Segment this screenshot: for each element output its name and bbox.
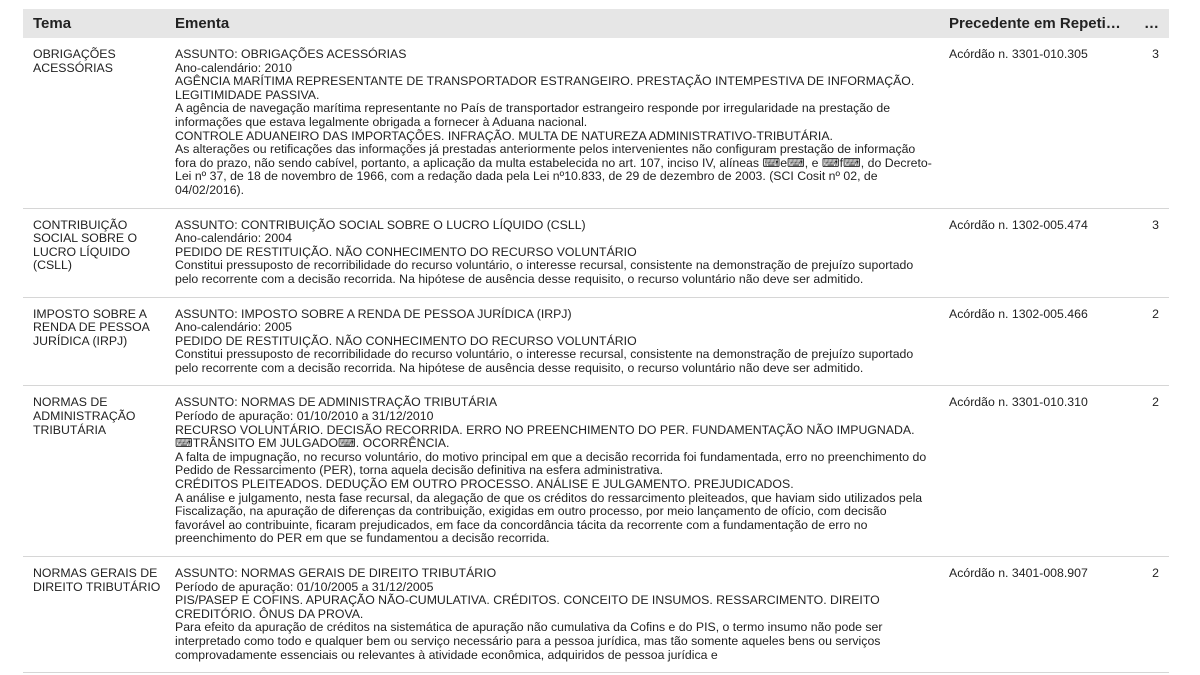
count-cell: 2 bbox=[1152, 306, 1159, 321]
tema-cell: OBRIGAÇÕES ACESSÓRIAS bbox=[33, 47, 116, 75]
ementa-line: PEDIDO DE RESTITUIÇÃO. NÃO CONHECIMENTO DO RECURSO VOLUNTÁRIO bbox=[175, 244, 637, 259]
precedente-cell: Acórdão n. 3301-010.305 bbox=[949, 47, 1088, 61]
precedente-cell: Acórdão n. 1302-005.474 bbox=[949, 217, 1088, 232]
ementa-line: ASSUNTO: IMPOSTO SOBRE A RENDA DE PESSOA JURÍDICA (IRPJ) bbox=[175, 306, 572, 321]
count-cell: 2 bbox=[1152, 395, 1159, 410]
column-header-tema[interactable]: Tema bbox=[33, 15, 72, 32]
ementa-line: A falta de impugnação, no recurso voluntário, do motivo principal em que a decisão recorrida foi fundamentada, erro no preenchimento do Pedido de Ressarcimento (PER), torna aquela decisão definitiva na esfera administrativa. bbox=[175, 449, 927, 478]
ementa-line: ASSUNTO: CONTRIBUIÇÃO SOCIAL SOBRE O LUCRO LÍQUIDO (CSLL) bbox=[175, 217, 586, 232]
table-header bbox=[23, 9, 1169, 38]
ementa-line: Ano-calendário: 2010 bbox=[175, 60, 292, 75]
ementa-cell bbox=[165, 209, 941, 297]
results-table bbox=[23, 9, 1169, 673]
ementa-line: Para efeito da apuração de créditos na sistemática de apuração não cumulativa da Cofins e do PIS, o termo insumo não pode ser interpretado como todo e qualquer bem ou serviço necessário para a pessoa jurídica, mas tão somente aqueles bens ou serviços comprovadamente essenciais ou relevantes à atividade econômica, adquiridos de pessoa jurídica e bbox=[175, 620, 883, 662]
tema-cell: CONTRIBUIÇÃO SOCIAL SOBRE O LUCRO LÍQUIDO (CSLL) bbox=[33, 217, 138, 273]
ementa-line: Constitui pressuposto de recorribilidade do recurso voluntário, o interesse recursal, consistente na demonstração de prejuízo suportado pelo recorrente com a decisão recorrida. Na hipótese de ausência desse requisito, o recurso voluntário não deve ser admitido. bbox=[175, 258, 914, 286]
tema-cell: IMPOSTO SOBRE A RENDA DE PESSOA JURÍDICA (IRPJ) bbox=[33, 306, 150, 348]
ementa-line: RECURSO VOLUNTÁRIO. DECISÃO RECORRIDA. ERRO NO PREENCHIMENTO DO PER. FUNDAMENTAÇÃO NÃO IMPUGNADA. ⌨TRÂNSITO EM JULGADO⌨. OCORRÊNCIA. bbox=[175, 422, 915, 451]
column-header-precedente[interactable]: Precedente em Repeti… bbox=[949, 15, 1121, 32]
ementa-line: AGÊNCIA MARÍTIMA REPRESENTANTE DE TRANSPORTADOR ESTRANGEIRO. PRESTAÇÃO INTEMPESTIVA DE INFORMAÇÃO. LEGITIMIDADE PASSIVA. bbox=[175, 74, 915, 102]
ementa-line: CRÉDITOS PLEITEADOS. DEDUÇÃO EM OUTRO PROCESSO. ANÁLISE E JULGAMENTO. PREJUDICADOS. bbox=[175, 477, 794, 492]
column-header-extra[interactable]: … bbox=[1144, 15, 1159, 32]
ementa-line: ASSUNTO: NORMAS DE ADMINISTRAÇÃO TRIBUTÁRIA bbox=[175, 395, 498, 410]
ementa-line: ASSUNTO: OBRIGAÇÕES ACESSÓRIAS bbox=[175, 47, 407, 61]
ementa-line: Constitui pressuposto de recorribilidade do recurso voluntário, o interesse recursal, consistente na demonstração de prejuízo suportado pelo recorrente com a decisão recorrida. Na hipótese de ausência desse requisito, o recurso voluntário não deve ser admitido. bbox=[175, 347, 914, 375]
ementa-line: Ano-calendário: 2004 bbox=[175, 231, 292, 246]
ementa-line: PEDIDO DE RESTITUIÇÃO. NÃO CONHECIMENTO DO RECURSO VOLUNTÁRIO bbox=[175, 333, 637, 348]
ementa-line: CONTROLE ADUANEIRO DAS IMPORTAÇÕES. INFRAÇÃO. MULTA DE NATUREZA ADMINISTRATIVO-TRIBUTÁRIA. bbox=[175, 128, 833, 143]
ementa-line: A análise e julgamento, nesta fase recursal, da alegação de que os créditos do ressarcimento pleiteados, que haviam sido utilizados pela Fiscalização, na apuração de diferenças da contribuição, exigidas em outro processo, por meio lançamento de ofício, com decisão favorável ao contribuinte, ficaram prejudicados, em face da concordância tácita da recorrente com a fundamentação de erro no preenchimento do PER em que se fundamentou a decisão recorrida. bbox=[175, 490, 923, 546]
table-row[interactable] bbox=[23, 557, 1169, 673]
ementa-cell bbox=[165, 298, 941, 386]
tema-cell: NORMAS GERAIS DE DIREITO TRIBUTÁRIO bbox=[33, 566, 161, 594]
precedente-cell: Acórdão n. 3401-008.907 bbox=[949, 566, 1088, 580]
table-row[interactable] bbox=[23, 209, 1169, 298]
table-row[interactable] bbox=[23, 386, 1169, 557]
ementa-line: Período de apuração: 01/10/2005 a 31/12/2005 bbox=[175, 579, 434, 594]
ementa-line: PIS/PASEP E COFINS. APURAÇÃO NÃO-CUMULATIVA. CRÉDITOS. CONCEITO DE INSUMOS. RESSARCIMENTO. DIREITO CREDITÓRIO. ÔNUS DA PROVA. bbox=[175, 593, 880, 621]
ementa-line: Período de apuração: 01/10/2010 a 31/12/2010 bbox=[175, 409, 434, 424]
ementa-cell bbox=[165, 557, 941, 672]
ementa-line: Ano-calendário: 2005 bbox=[175, 320, 292, 335]
ementa-line: As alterações ou retificações das informações já prestadas anteriormente pelos intervenientes não configuram prestação de informação fora do prazo, não sendo cabível, portanto, a aplicação da multa estabelecida no art. 107, inciso IV, alíneas ⌨e⌨, e ⌨f⌨, do Decreto-Lei nº 37, de 18 de novembro de 1966, com a redação dada pela Lei nº10.833, de 29 de dezembro de 2003. (SCI Cosit nº 02, de 04/02/2016). bbox=[175, 142, 932, 197]
column-header-ementa[interactable]: Ementa bbox=[175, 15, 230, 32]
ementa-cell bbox=[165, 38, 941, 208]
count-cell: 2 bbox=[1152, 566, 1159, 580]
ementa-cell bbox=[165, 386, 941, 556]
table-row[interactable] bbox=[23, 298, 1169, 387]
precedente-cell: Acórdão n. 3301-010.310 bbox=[949, 395, 1088, 410]
ementa-line: ASSUNTO: NORMAS GERAIS DE DIREITO TRIBUTÁRIO bbox=[175, 566, 497, 580]
precedente-cell: Acórdão n. 1302-005.466 bbox=[949, 306, 1088, 321]
tema-cell: NORMAS DE ADMINISTRAÇÃO TRIBUTÁRIA bbox=[33, 395, 136, 437]
count-cell: 3 bbox=[1152, 47, 1159, 61]
ementa-line: A agência de navegação marítima representante no País de transportador estrangeiro responde por irregularidade na prestação de informações que estava legalmente obrigada a fornecer à Aduana nacional. bbox=[175, 101, 891, 129]
table-row[interactable] bbox=[23, 38, 1169, 209]
count-cell: 3 bbox=[1152, 217, 1159, 232]
